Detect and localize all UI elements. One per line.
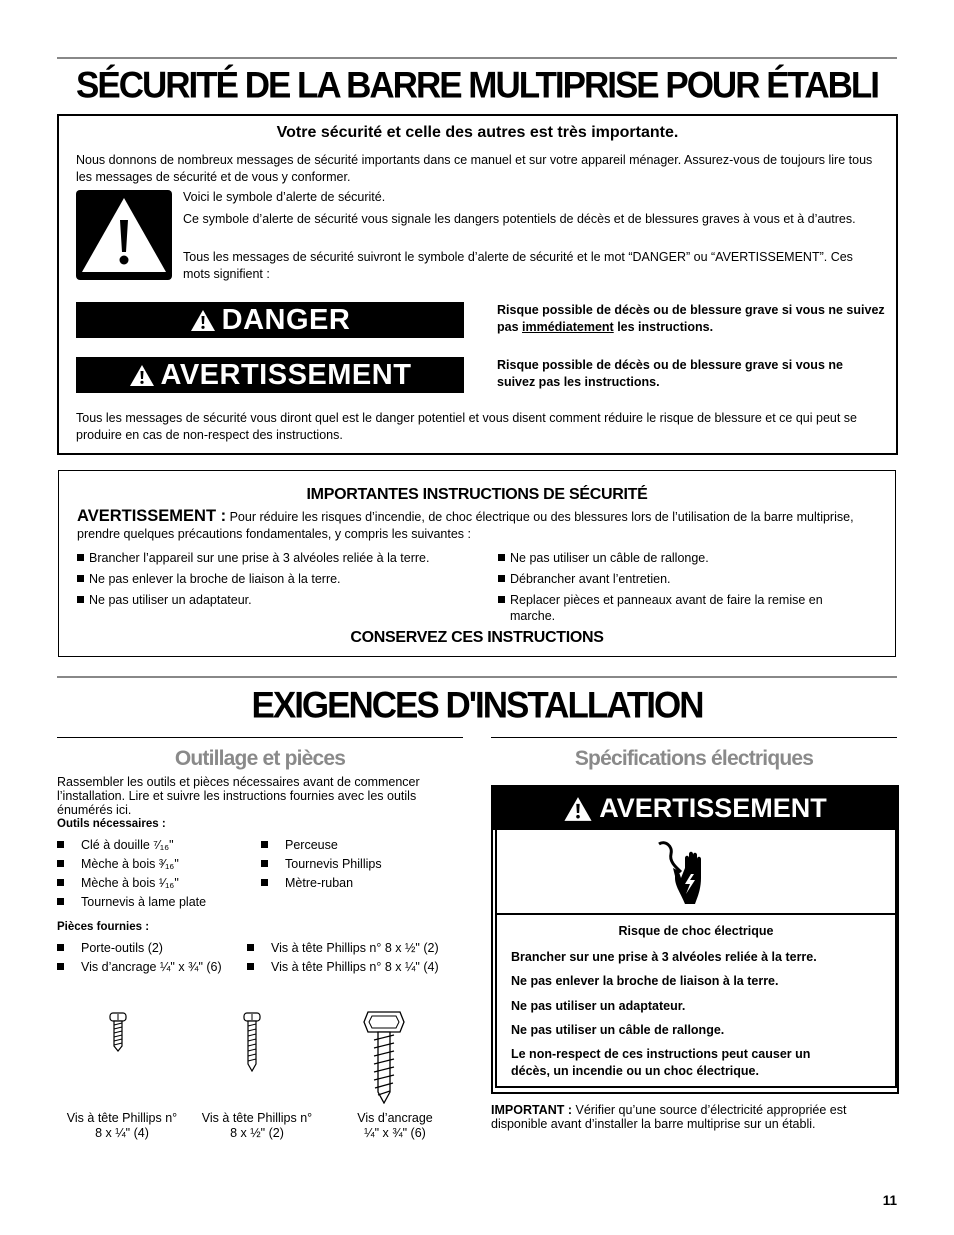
list-item: Ne pas utiliser un câble de rallonge. bbox=[498, 550, 858, 566]
alert-triangle-icon bbox=[129, 364, 155, 387]
safety-heading: Votre sécurité et celle des autres est très importante. bbox=[276, 124, 679, 141]
page-title-installation: EXIGENCES D'INSTALLATION bbox=[251, 685, 703, 726]
screw-label-phillips-long: Vis à tête Phillips n° 8 x ½" (2) bbox=[201, 1111, 313, 1140]
list-item: Mètre-ruban bbox=[261, 875, 353, 891]
page-number: 11 bbox=[882, 1193, 897, 1208]
electrical-warning-label: AVERTISSEMENT bbox=[599, 793, 827, 823]
list-item: Vis d’ancrage ¼" x ¾" (6) bbox=[57, 959, 222, 975]
lag-screw-icon bbox=[362, 1008, 406, 1104]
symbol-line-3: Tous les messages de sécurité suivront le symbole d’alerte de sécurité et le mot “DANGER” ou “AVERTISSEMENT”. Ces mots signifient : bbox=[183, 250, 853, 281]
screw-label-phillips-short: Vis à tête Phillips n° 8 x ¼" (4) bbox=[66, 1111, 178, 1140]
alert-triangle-icon bbox=[190, 309, 216, 332]
tools-intro: Rassembler les outils et pièces nécessaires avant de commencer l’installation. Lire et suivre les instructions fournies avec les outils énumérés ici. bbox=[57, 775, 420, 817]
safety-footer: Tous les messages de sécurité vous diront quel est le danger potentiel et vous disent comment réduire le risque de blessure et ce qui peut se produire en cas de non-respect des instructions. bbox=[76, 411, 857, 442]
symbol-line-2: Ce symbole d’alerte de sécurité vous signale les dangers potentiels de décès et de blessures graves à vous et à d’autres. bbox=[183, 212, 856, 226]
instructions-warning: AVERTISSEMENT : Pour réduire les risques d’incendie, de choc électrique ou des blessures lors de l’utilisation de la barre multiprise, prendre quelques précautions fondamentales, y compris les suivantes : bbox=[77, 507, 854, 541]
column-rule-right bbox=[491, 737, 897, 738]
list-item: Ne pas enlever la broche de liaison à la terre. bbox=[77, 571, 487, 587]
list-item: Porte-outils (2) bbox=[57, 940, 163, 956]
safety-alert-icon bbox=[76, 190, 172, 280]
phillips-screw-long-icon bbox=[242, 1012, 262, 1072]
symbol-line-1: Voici le symbole d’alerte de sécurité. bbox=[183, 190, 386, 204]
warning-divider bbox=[495, 913, 897, 915]
tools-heading: Outillage et pièces bbox=[174, 747, 346, 770]
important-instructions-box bbox=[58, 470, 896, 657]
phillips-screw-short-icon bbox=[108, 1012, 128, 1052]
electrical-heading: Spécifications électriques bbox=[574, 747, 814, 770]
list-item: Ne pas utiliser un adaptateur. bbox=[77, 592, 487, 608]
hazard-title: Risque de choc électrique bbox=[618, 924, 774, 938]
section-rule bbox=[57, 676, 897, 678]
electrical-warning-box bbox=[491, 785, 899, 1094]
list-item: Débrancher avant l’entretien. bbox=[498, 571, 858, 587]
list-item: Mèche à bois ³⁄₁₆" bbox=[57, 856, 179, 872]
hazard-line: Ne pas enlever la broche de liaison à la terre. bbox=[511, 974, 779, 988]
list-item: Mèche à bois ¹⁄₁₆" bbox=[57, 875, 179, 891]
safety-intro: Nous donnons de nombreux messages de sécurité importants dans ce manuel et sur votre appareil ménager. Assurez-vous de toujours lire tous les messages de sécurité et de vous y conformer. bbox=[76, 153, 873, 184]
safety-message-box bbox=[57, 114, 898, 455]
list-item: Tournevis à lame plate bbox=[57, 894, 206, 910]
instructions-heading: IMPORTANTES INSTRUCTIONS DE SÉCURITÉ bbox=[306, 486, 648, 503]
danger-banner bbox=[76, 302, 464, 338]
electrical-warning-body bbox=[495, 830, 897, 1088]
parts-heading: Pièces fournies : bbox=[57, 921, 150, 933]
list-item: Tournevis Phillips bbox=[261, 856, 382, 872]
alert-triangle-icon bbox=[563, 796, 593, 822]
warning-description: Risque possible de décès ou de blessure grave si vous ne suivez pas les instructions. bbox=[497, 358, 843, 389]
hazard-line: Ne pas utiliser un câble de rallonge. bbox=[511, 1023, 725, 1037]
hazard-line: Brancher sur une prise à 3 alvéoles reliée à la terre. bbox=[511, 950, 817, 964]
tools-required-heading: Outils nécessaires : bbox=[57, 818, 166, 830]
hazard-line: Ne pas utiliser un adaptateur. bbox=[511, 999, 686, 1013]
list-item: Clé à douille ⁷⁄₁₆" bbox=[57, 837, 174, 853]
danger-label: DANGER bbox=[221, 303, 351, 336]
warning-banner bbox=[76, 357, 464, 393]
electric-shock-hand-icon bbox=[651, 838, 721, 910]
list-item: Brancher l’appareil sur une prise à 3 alvéoles reliée à la terre. bbox=[77, 550, 487, 566]
instructions-footer: CONSERVEZ CES INSTRUCTIONS bbox=[350, 629, 604, 646]
electrical-warning-banner bbox=[493, 787, 897, 830]
list-item: Replacer pièces et panneaux avant de faire la remise en marche. bbox=[498, 592, 865, 624]
danger-description: Risque possible de décès ou de blessure grave si vous ne suivez pas immédiatement les instructions. bbox=[497, 303, 885, 334]
important-note: IMPORTANT : Vérifier qu’une source d’électricité appropriée est disponible avant d’installer la barre multiprise sur un établi. bbox=[491, 1103, 847, 1131]
screw-label-lag: Vis d’ancrage ¼" x ¾" (6) bbox=[357, 1111, 433, 1140]
list-item: Vis à tête Phillips n° 8 x ¼" (4) bbox=[247, 959, 439, 975]
column-rule-left bbox=[57, 737, 463, 738]
top-rule bbox=[57, 57, 897, 59]
hazard-consequence: Le non-respect de ces instructions peut causer un décès, un incendie ou un choc électrique. bbox=[511, 1047, 811, 1078]
list-item: Perceuse bbox=[261, 837, 338, 853]
warning-label: AVERTISSEMENT bbox=[160, 358, 412, 391]
list-item: Vis à tête Phillips n° 8 x ½" (2) bbox=[247, 940, 439, 956]
page-title-safety: SÉCURITÉ DE LA BARRE MULTIPRISE POUR ÉTABLI bbox=[76, 65, 878, 106]
